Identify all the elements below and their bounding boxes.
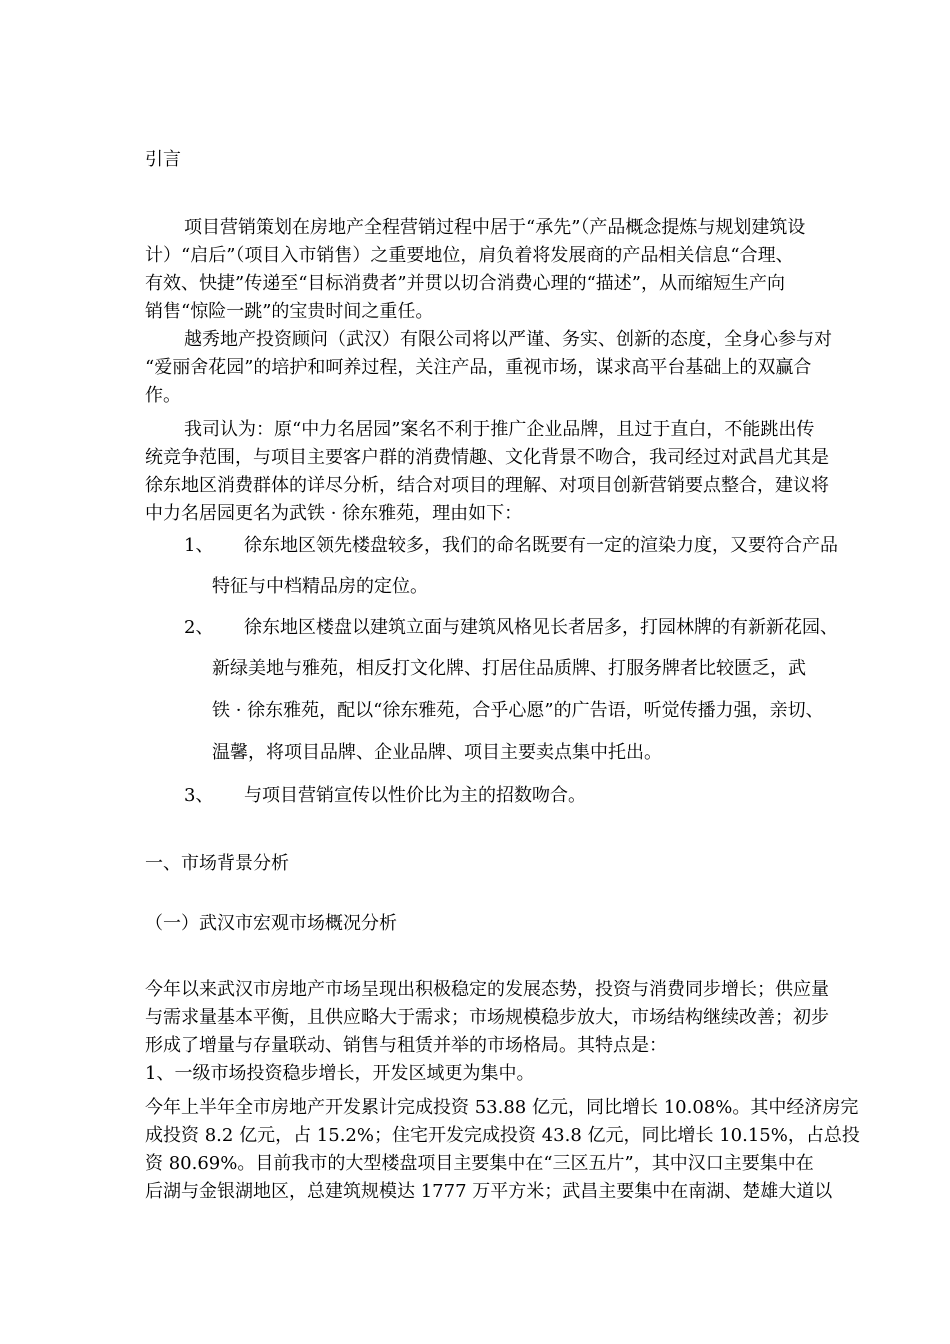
intro-paragraph-3-line: 统竞争范围，与项目主要客户群的消费情趣、文化背景不吻合，我司经过对武昌尤其是 xyxy=(145,447,829,468)
intro-paragraph-3-line: 徐东地区消费群体的详尽分析，结合对项目的理解、对项目创新营销要点整合，建议将 xyxy=(145,475,829,496)
section-heading: 一、市场背景分析 xyxy=(145,853,289,874)
intro-paragraph-3-line: 我司认为：原“中力名居园”案名不利于推广企业品牌，且过于直白，不能跳出传 xyxy=(184,419,815,440)
list-item-number: 1、 xyxy=(184,535,214,556)
intro-paragraph-2-line: “爱丽舍花园”的培护和呵养过程，关注产品，重视市场，谋求高平台基础上的双赢合 xyxy=(145,357,812,378)
intro-paragraph-2-line: 越秀地产投资顾问（武汉）有限公司将以严谨、务实、创新的态度，全身心参与对 xyxy=(184,329,832,350)
section-paragraph-line: 后湖与金银湖地区，总建筑规模达 1777 万平方米；武昌主要集中在南湖、楚雄大道以 xyxy=(145,1181,833,1202)
intro-paragraph-2-line: 作。 xyxy=(145,385,181,406)
intro-paragraph-1-line: 销售“惊险一跳”的宝贵时间之重任。 xyxy=(145,301,434,322)
list-item-line: 温馨，将项目品牌、企业品牌、项目主要卖点集中托出。 xyxy=(212,742,662,763)
list-item-line: 新绿美地与雅苑，相反打文化牌、打居住品质牌、打服务牌者比较匮乏，武 xyxy=(212,658,806,679)
section-paragraph-line: 资 80.69%。目前我市的大型楼盘项目主要集中在“三区五片”，其中汉口主要集中在 xyxy=(145,1153,814,1174)
section-paragraph-line: 成投资 8.2 亿元，占 15.2%；住宅开发完成投资 43.8 亿元，同比增长 10.15%，占总投 xyxy=(145,1125,860,1146)
intro-paragraph-1-line: 计）“启后”（项目入市销售）之重要地位，肩负着将发展商的产品相关信息“合理、 xyxy=(145,245,794,266)
list-item-line: 徐东地区领先楼盘较多，我们的命名既要有一定的渲染力度，又要符合产品 xyxy=(244,535,838,556)
intro-paragraph-1-line: 有效、快捷”传递至“目标消费者”并贯以切合消费心理的“描述”，从而缩短生产向 xyxy=(145,273,786,294)
subsection-heading: （一）武汉市宏观市场概况分析 xyxy=(145,913,397,934)
list-item-line: 铁 · 徐东雅苑，配以“徐东雅苑，合乎心愿”的广告语，听觉传播力强，亲切、 xyxy=(212,700,824,721)
section-paragraph-line: 形成了增量与存量联动、销售与租赁并举的市场格局。其特点是： xyxy=(145,1035,667,1056)
intro-paragraph-3-line: 中力名居园更名为武铁 · 徐东雅苑，理由如下： xyxy=(145,503,523,524)
list-item-line: 特征与中档精品房的定位。 xyxy=(212,576,428,597)
section-point-heading: 1、一级市场投资稳步增长，开发区域更为集中。 xyxy=(145,1063,535,1084)
list-item-line: 与项目营销宣传以性价比为主的招数吻合。 xyxy=(244,785,586,806)
list-item-number: 3、 xyxy=(184,785,214,806)
intro-heading: 引言 xyxy=(145,149,181,170)
list-item-line: 徐东地区楼盘以建筑立面与建筑风格见长者居多，打园林牌的有新新花园、 xyxy=(244,617,838,638)
section-paragraph-line: 今年以来武汉市房地产市场呈现出积极稳定的发展态势，投资与消费同步增长；供应量 xyxy=(145,979,829,1000)
section-paragraph-line: 与需求量基本平衡，且供应略大于需求；市场规模稳步放大，市场结构继续改善；初步 xyxy=(145,1007,829,1028)
intro-paragraph-1-line: 项目营销策划在房地产全程营销过程中居于“承先”（产品概念提炼与规划建筑设 xyxy=(184,217,806,238)
section-paragraph-line: 今年上半年全市房地产开发累计完成投资 53.88 亿元，同比增长 10.08%。其中经济房完 xyxy=(145,1097,859,1118)
list-item-number: 2、 xyxy=(184,617,214,638)
